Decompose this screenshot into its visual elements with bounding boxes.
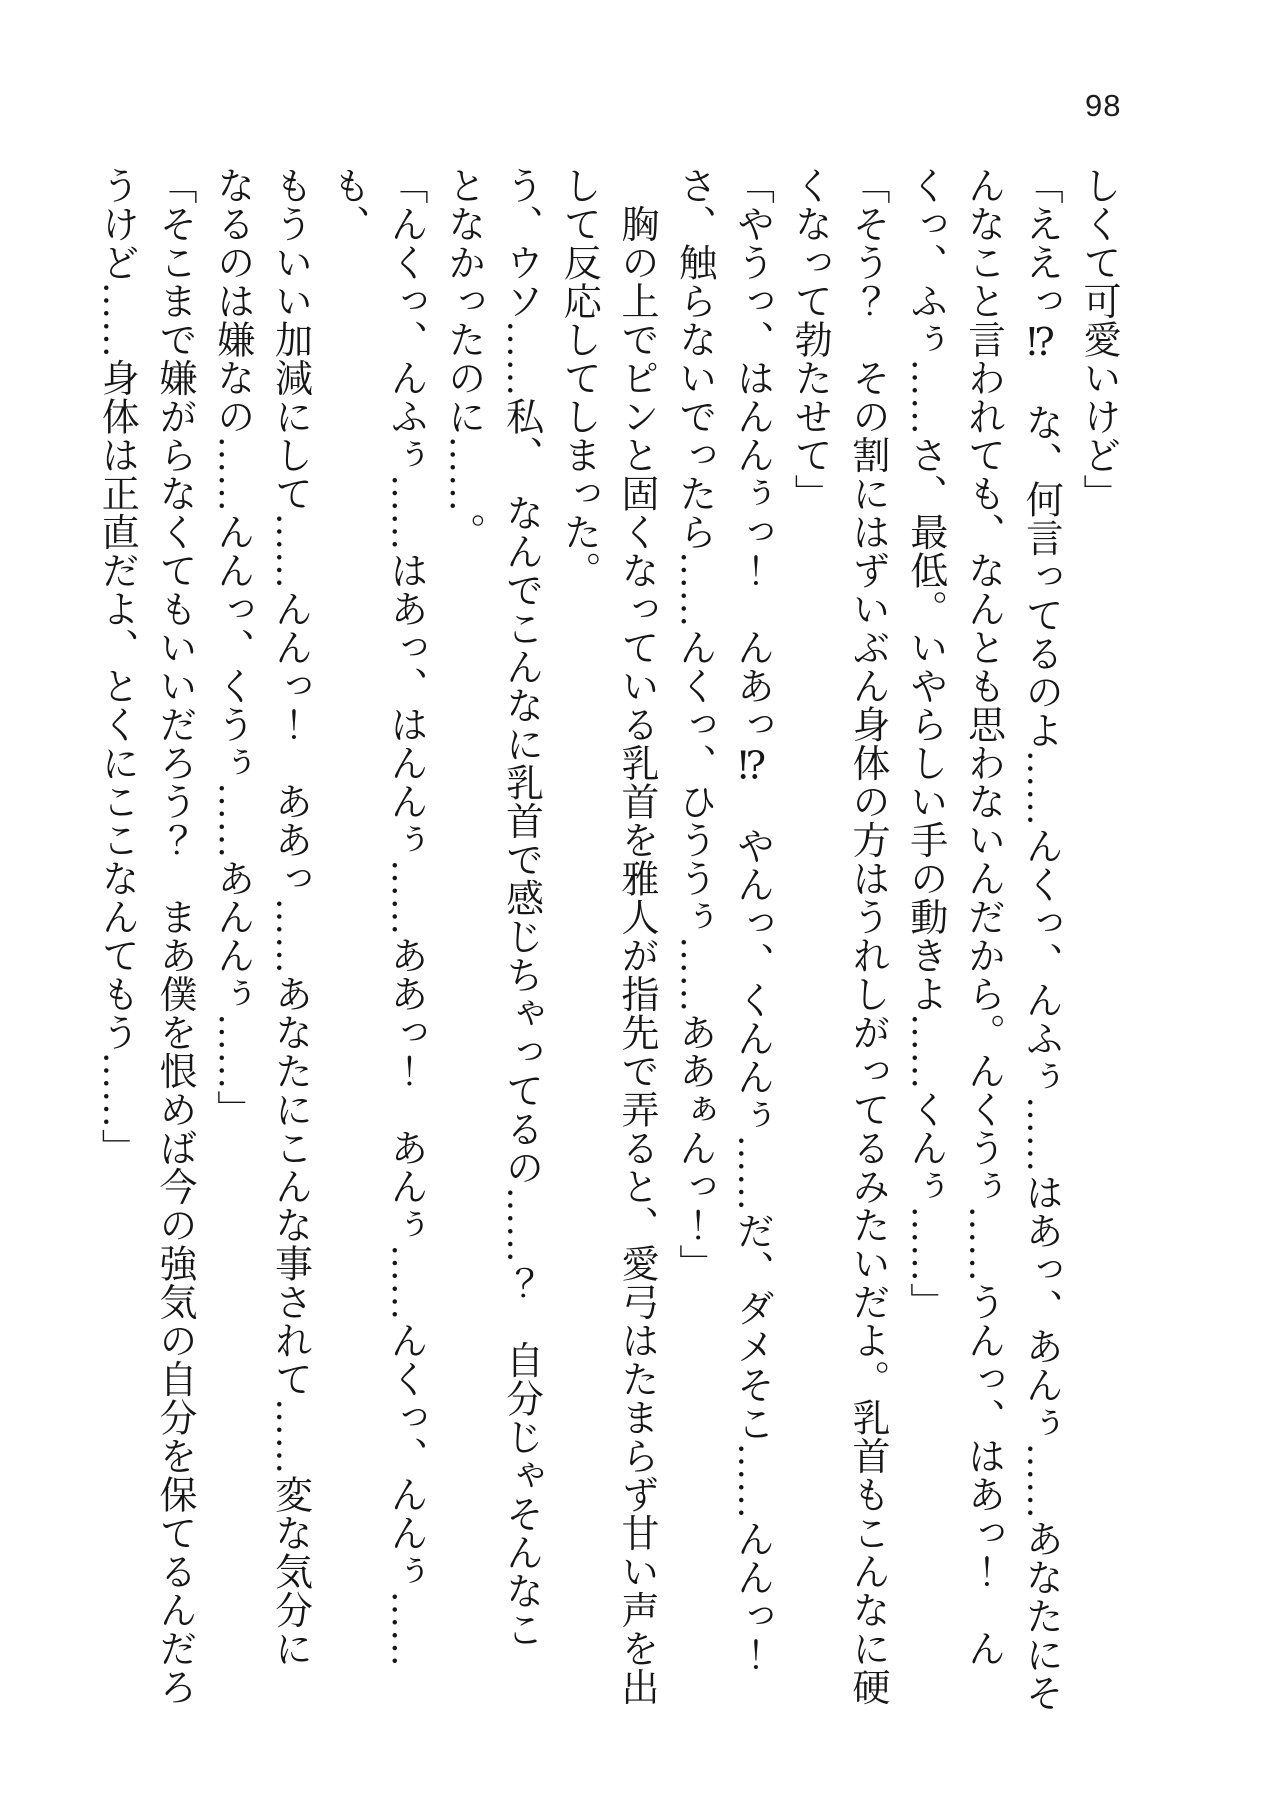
text-line: んなこと言われても、なんとも思わないんだから。んくうぅ……うんっ、はあっ！ ん: [961, 166, 1004, 1668]
text-line: 「ええっ⁉ な、何言ってるのよ……んくっ、んふぅ……はあっ、あんぅ……あなたにそ: [1019, 166, 1062, 1712]
text-line: くっ、ふぅ……さ、最低。いやらしい手の動きよ……くんぅ……」: [903, 166, 946, 1321]
page-number: 98: [1085, 88, 1122, 123]
text-line: 胸の上でピンと固くなっている乳首を雅人が指先で弄ると、愛弓はたまらず甘い声を出: [615, 166, 657, 1706]
text-line: 「そこまで嫌がらなくてもいいだろう？ まあ僕を恨めば今の強気の自分を保てるんだろ: [153, 166, 195, 1706]
text-line: しくて可愛いけど」: [1077, 166, 1119, 513]
text-line: う、ウソ……私、 なんでこんなに乳首で感じちゃってるの……？ 自分じゃそんなこ: [499, 166, 542, 1649]
text-line: もういい加減にして……んんっ！ ああっ……あなたにこんな事されて……変な気分に: [268, 166, 311, 1668]
text-line: なるのは嫌なの……んんっ、くうぅ……あんんぅ……」: [210, 166, 253, 1129]
text-line: さ、触らないでったら……んくっ、ひううぅ……ああぁんっ！」: [672, 166, 715, 1283]
text-line: くなって勃たせて」: [788, 166, 831, 513]
text-line: となかったのに……。: [441, 166, 484, 551]
text-line: 「そう？ その割にはずいぶん身体の方はうれしがってるみたいだよ。乳首もこんなに硬: [846, 166, 888, 1706]
text-line: して反応してしまった。: [557, 166, 600, 590]
text-line: うけど……身体は正直だよ、とくにここなんてもう……」: [95, 166, 138, 1167]
vertical-text-block: [95, 166, 1126, 1736]
text-line: 「やうっ、はんんぅっ！ んあっ⁉ やんっ、くんんぅ……だ、ダメそこ……んんっ！: [730, 166, 773, 1674]
text-line: 「んくっ、んふぅ……はあっ、はんんぅ……ああっ！ あんぅ……んくっ、んんぅ……も、: [326, 166, 426, 1668]
